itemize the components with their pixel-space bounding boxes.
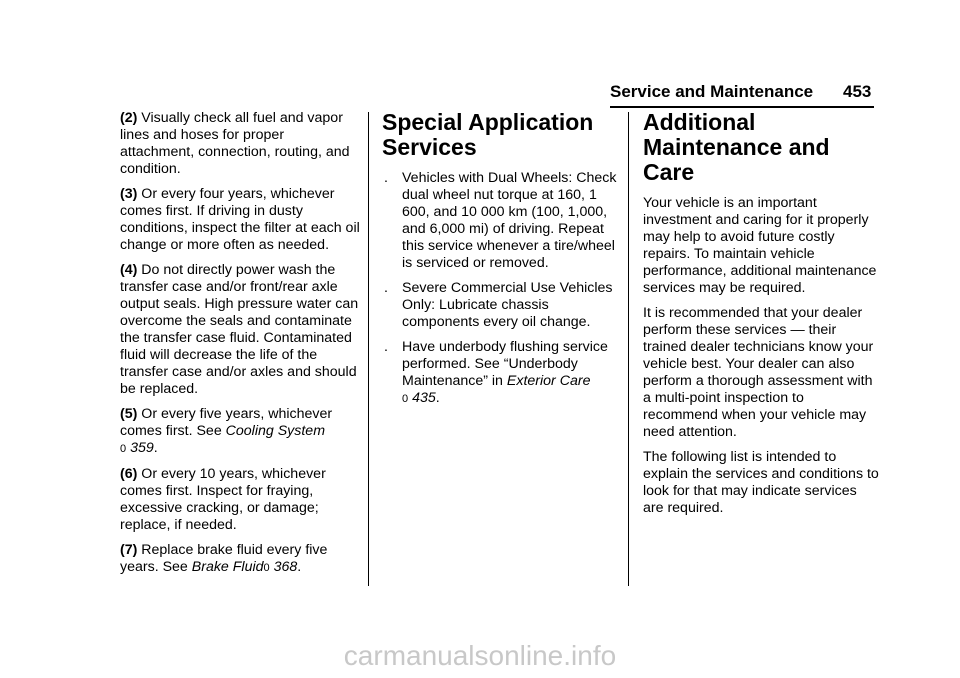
- footnote-text: Replace brake fluid every five years. See: [120, 542, 328, 575]
- footnote-text: Visually check all fuel and vapor lines and hoses for proper attachment, connection, routing, and condition.: [120, 110, 350, 177]
- cross-reference-link[interactable]: Exterior Care: [506, 373, 591, 389]
- column-additional-care: [643, 110, 879, 525]
- cross-reference-link[interactable]: Brake Fluid: [191, 559, 264, 575]
- footnote-number: (3): [120, 186, 138, 202]
- footnote-2: [120, 110, 360, 178]
- section-title: Service and Maintenance: [610, 82, 814, 101]
- list-item-text: Have underbody flushing service performed. See “Underbody Maintenance” in: [402, 339, 608, 389]
- list-item-text: Severe Commercial Use Vehicles Only: Lubricate chassis components every oil change.: [402, 280, 613, 330]
- footnote-number: (6): [120, 466, 138, 482]
- punctuation: .: [297, 559, 302, 575]
- footnote-text: Or every 10 years, whichever comes first. Inspect for fraying, excessive cracking, or damage; replace, if needed.: [120, 466, 326, 533]
- punctuation: .: [435, 390, 440, 406]
- column-special-services: [382, 110, 618, 416]
- page-reference-number: 368: [273, 559, 298, 575]
- footnote-number: (2): [120, 110, 138, 126]
- list-item: [382, 339, 618, 408]
- list-item-text: Vehicles with Dual Wheels: Check dual wheel nut torque at 160, 1 600, and 10 000 km (100, 1,000, and 6,000 mi) of driving. Repeat this service whenever a tire/wheel is serviced or removed.: [402, 170, 617, 271]
- footnote-7: [120, 542, 360, 577]
- paragraph: The following list is intended to explain the services and conditions to look for that may indicate services are required.: [643, 449, 879, 516]
- page-reference-number: 435: [412, 390, 436, 406]
- footnote-number: (5): [120, 406, 138, 422]
- footnote-text: Do not directly power wash the transfer case and/or front/rear axle output seals. High pressure water can overcome the seals and contaminate the transfer case fluid. Contaminated fluid will decrease the life of the transfer case and/or axles and should be replaced.: [120, 262, 359, 397]
- footnote-text: Or every five years, whichever comes first. See: [120, 406, 333, 439]
- column-footnotes: [120, 110, 360, 585]
- page-reference[interactable]: [402, 390, 436, 406]
- watermark: carmanualsonline.info: [343, 640, 617, 671]
- cross-reference-link[interactable]: Cooling System: [225, 423, 326, 439]
- page-arrow-icon: 0: [120, 443, 127, 455]
- header-rule: [610, 106, 874, 108]
- bullet-icon: .: [384, 170, 388, 186]
- footnote-3: [120, 186, 360, 254]
- section-heading: Additional Maintenance and Care: [643, 109, 830, 185]
- page-header: [0, 0, 960, 110]
- punctuation: .: [153, 440, 158, 456]
- page-reference[interactable]: [120, 440, 154, 456]
- column-divider-1: [368, 112, 369, 586]
- list-item: [382, 170, 618, 272]
- page-arrow-icon: 0: [402, 393, 409, 405]
- paragraph: Your vehicle is an important investment and caring for it properly may help to avoid future costly repairs. To maintain vehicle performance, additional maintenance services may be required.: [643, 195, 877, 296]
- paragraph: It is recommended that your dealer perform these services — their trained dealer technicians know your vehicle best. Your dealer can also perform a thorough assessment with a multi-point inspection to recommend when your vehicle may need attention.: [643, 305, 874, 440]
- footnote-4: [120, 262, 360, 398]
- bullet-icon: .: [384, 280, 388, 296]
- footnote-5: [120, 406, 360, 458]
- bullet-list: [382, 170, 618, 408]
- section-heading: Special Application Services: [382, 109, 594, 160]
- list-item: [382, 280, 618, 331]
- footnote-text: Or every four years, whichever comes first. If driving in dusty conditions, inspect the filter at each oil change or more often as needed.: [120, 186, 360, 253]
- bullet-icon: .: [384, 339, 388, 355]
- column-divider-2: [628, 112, 629, 586]
- footnote-number: (4): [120, 262, 138, 278]
- page-arrow-icon: 0: [263, 562, 270, 574]
- footnote-6: [120, 466, 360, 534]
- page-number: 453: [843, 82, 872, 101]
- page-reference[interactable]: [264, 559, 298, 575]
- footnote-number: (7): [120, 542, 138, 558]
- page-reference-number: 359: [130, 440, 154, 456]
